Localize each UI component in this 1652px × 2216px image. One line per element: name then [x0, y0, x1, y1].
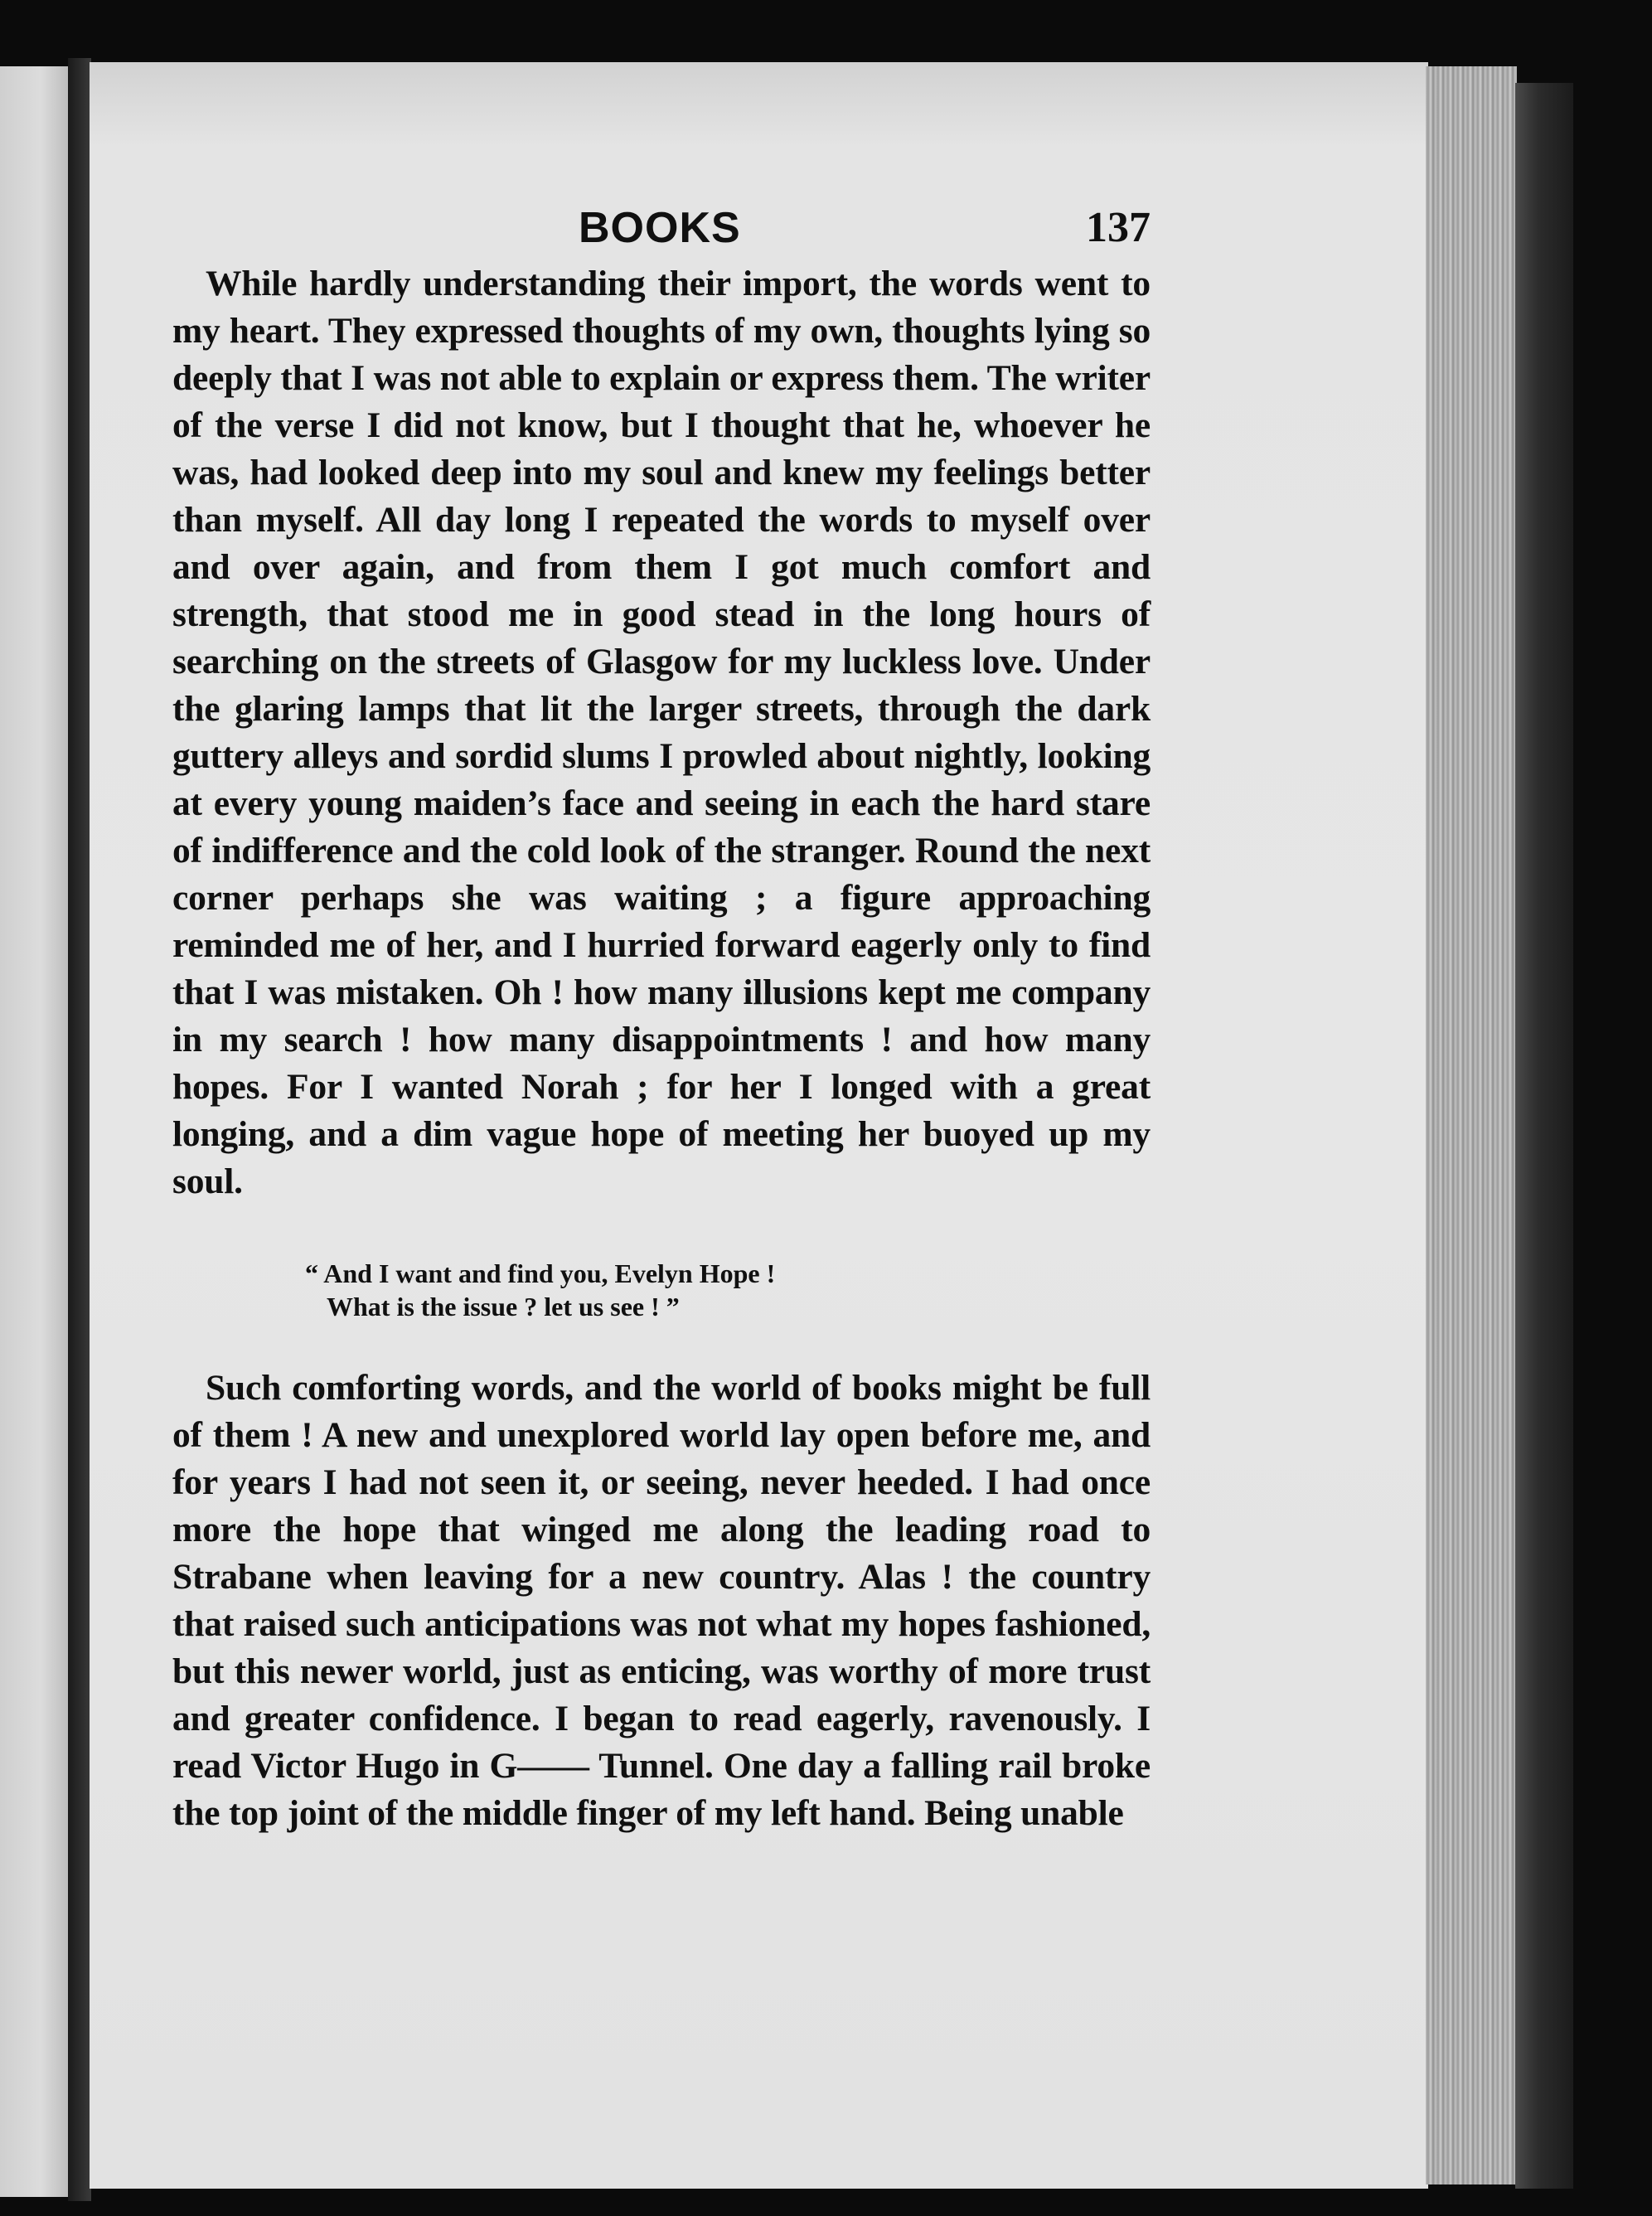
verse-quotation — [305, 1257, 1151, 1323]
book-gutter — [68, 58, 91, 2201]
body-paragraph-1: While hardly understanding their import, the words went to my heart. They expressed thoughts of my own, thoughts lying so deeply that I was not able to explain or express them. The writer of the verse I did not know, but I thought that he, whoever he was, had looked deep into my soul and knew my feelings better than myself. All day long I repeated the words to myself over and over again, and from them I got much comfort and strength, that stood me in good stead in the long hours of searching on the streets of Glasgow for my luckless love. Under the glaring lamps that lit the larger streets, through the dark guttery alleys and sordid slums I prowled about nightly, looking at every young maiden’s face and seeing in each the hard stare of indifference and the cold look of the stranger. Round the next corner perhaps she was waiting ; a figure approaching reminded me of her, and I hurried forward eagerly only to find that I was mistaken. Oh ! how many illusions kept me company in my search ! how many disappointments ! and how many hopes. For I wanted Norah ; for her I longed with a great longing, and a dim vague hope of meeting her buoyed up my soul. — [172, 264, 1151, 1201]
running-head — [172, 199, 1151, 257]
body-paragraph-2: Such comforting words, and the world of books might be full of them ! A new and unexplored world lay open before me, and for years I had not seen it, or seeing, never heeded. I had once more the hope that winged me along the leading road to Strabane when leaving for a new country. Alas ! the country that raised such anticipations was not what my hopes fashioned, but this newer world, just as enticing, was worthy of more trust and greater confidence. I began to read eagerly, ravenously. I read Victor Hugo in G—— Tunnel. One day a falling rail broke the top joint of the middle finger of my left hand. Being unable — [172, 1368, 1151, 1833]
page-block-edge — [1426, 66, 1517, 2184]
verse-line-2: What is the issue ? let us see ! ” — [327, 1292, 680, 1321]
page-number: 137 — [1086, 204, 1151, 251]
verse-line-1: “ And I want and find you, Evelyn Hope ! — [305, 1258, 776, 1288]
previous-page-edge — [0, 66, 68, 2197]
running-title: BOOKS — [579, 204, 741, 252]
book-binding — [1515, 83, 1573, 2189]
page-content — [172, 199, 1151, 1837]
